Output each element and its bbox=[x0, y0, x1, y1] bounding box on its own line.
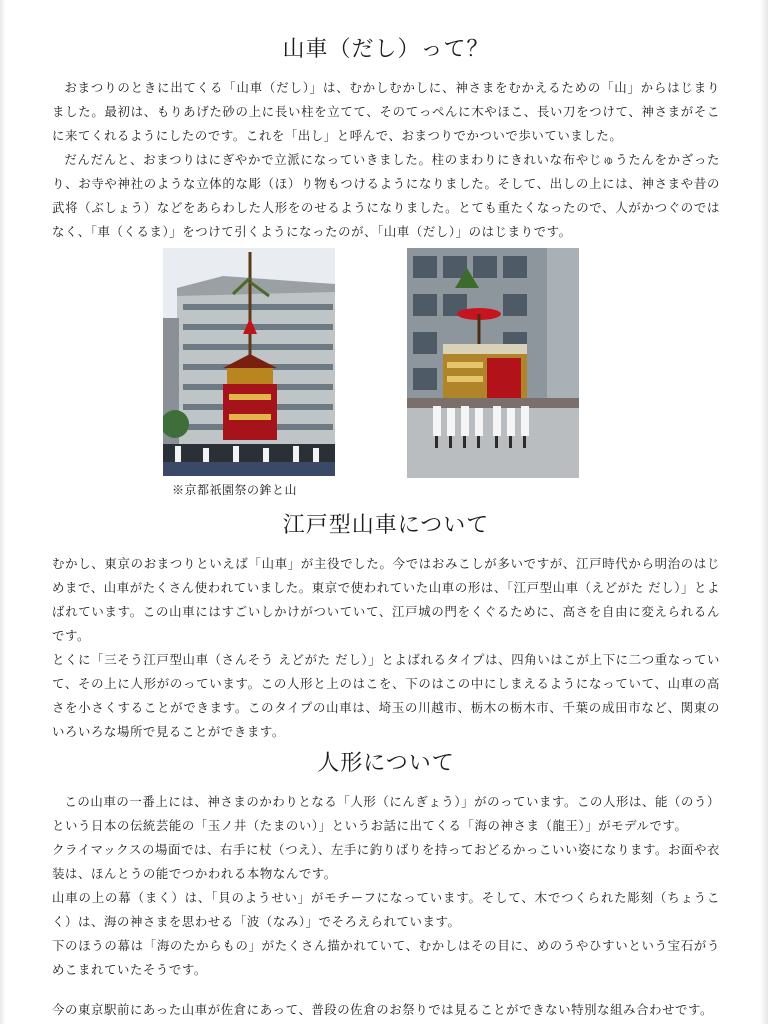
section-title-edo-type: 江戸型山車について bbox=[282, 513, 490, 538]
paragraph-edo-type-intro: むかし、東京のおまつりといえば「山車」が主役でした。今ではおみこしが多いですが、江戸時代から明治のはじめまで、山車がたくさん使われていました。東京で使われていた山車の形は、「江戸型山車（えどがた だし）」とよばれています。この山車にはすごいしかけがついていて、江戸城の門をくぐるために、高さを自由に変えられるんです。 bbox=[52, 556, 720, 643]
page-edge-left bbox=[0, 0, 6, 1024]
paragraph-edo-type-sanso: とくに「三そう江戸型山車（さんそう えどがた だし）」とよばれるタイプは、四角いはこが上下に二つ重なっていて、その上に人形がのっています。この人形と上のはこを、下のはこの中にしまえるようになっていて、山車の高さを小さくすることができます。このタイプの山車は、埼玉の川越市、栃木の栃木市、千葉の成田市など、関東のいろいろな場所で見ることができます。 bbox=[52, 652, 720, 739]
photo-row bbox=[52, 248, 720, 506]
document-content bbox=[52, 30, 720, 1022]
paragraph-doll-model: この山車の一番上には、神さまのかわりとなる「人形（にんぎょう）」がのっています。この人形は、能（のう）という日本の伝統芸能の「玉ノ井（たまのい）」というお話に出てくる「海の神さま（龍王）」がモデルです。 bbox=[52, 794, 720, 833]
paragraph-doll-climax: クライマックスの場面では、右手に杖（つえ）、左手に釣りばりを持っておどるかっこいい姿になります。お面や衣装は、ほんとうの能でつかわれる本物なんです。 bbox=[52, 842, 720, 881]
paragraph-closing-note: 今の東京駅前にあった山車が佐倉にあって、普段の佐倉のお祭りでは見ることができない特別な組み合わせです。 bbox=[52, 1002, 714, 1017]
photo-hoko-float bbox=[163, 248, 335, 476]
page-edge-right bbox=[760, 0, 768, 1024]
photo-caption: ※京都祇園祭の鉾と山 bbox=[172, 483, 298, 497]
paragraph-dashi-origin: おまつりのときに出てくる「山車（だし）」は、むかしむかしに、神さまをむかえるための「山」からはじまりました。最初は、もりあげた砂の上に長い柱を立てて、そのてっぺんに木やほこ、長い刀をつけて、神さまがそこに来てくれるようにしたのです。これを「出し」と呼んで、おまつりでかついで歩いていました。 bbox=[52, 80, 720, 143]
paragraph-lower-curtain: 下のほうの幕は「海のたからもの」がたくさん描かれていて、むかしはその目に、めのうやひすいという宝石がうめこまれていたそうです。 bbox=[52, 938, 720, 977]
section-title-dashi: 山車（だし）って？ bbox=[282, 37, 490, 62]
section-title-doll: 人形について bbox=[317, 751, 455, 776]
paragraph-dashi-history: だんだんと、おまつりはにぎやかで立派になっていきました。柱のまわりにきれいな布やじゅうたんをかざったり、お寺や神社のような立体的な彫（ほ）り物もつけるようになりました。そして、出しの上には、神さまや昔の武将（ぶしょう）などをあらわした人形をのせるようになりました。とても重たくなったので、人がかつぐのではなく、「車（くるま）」をつけて引くようになったのが、「山車（だし）」のはじまりです。 bbox=[52, 152, 720, 239]
paragraph-upper-curtain: 山車の上の幕（まく）は、「貝のようせい」がモチーフになっています。そして、木でつくられた彫刻（ちょうこく）は、海の神さまを思わせる「波（なみ）」でそろえられています。 bbox=[52, 890, 720, 929]
photo-yama-float bbox=[407, 248, 579, 478]
